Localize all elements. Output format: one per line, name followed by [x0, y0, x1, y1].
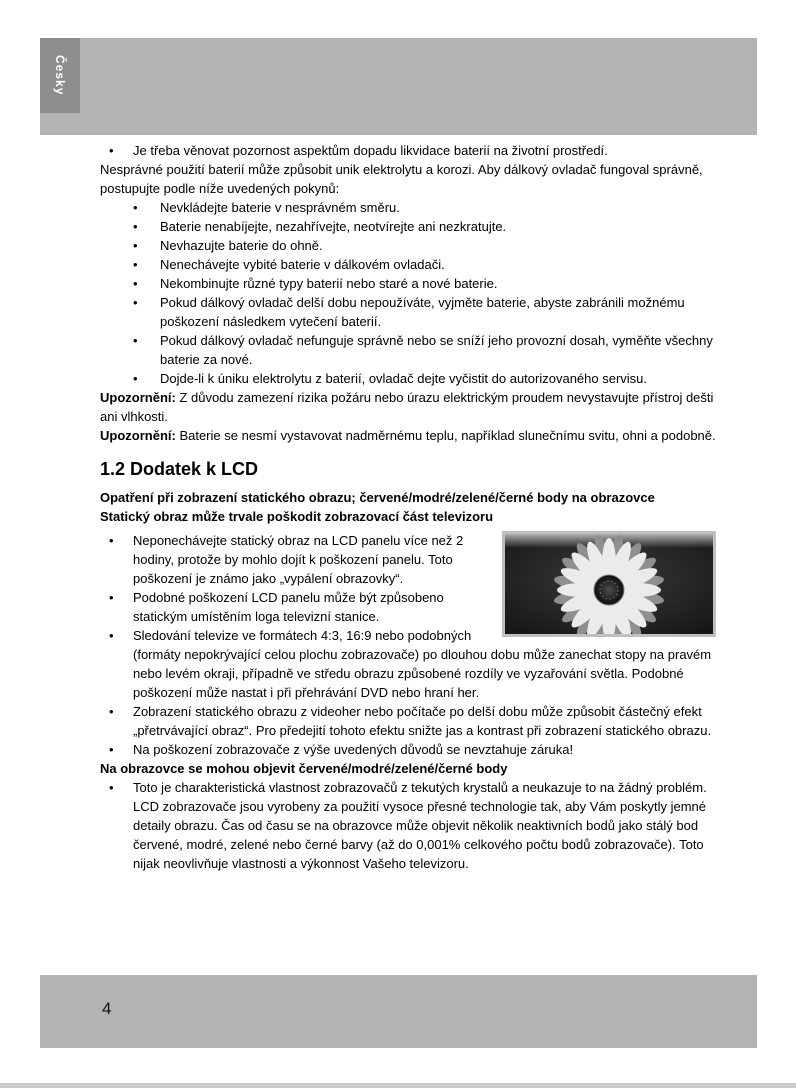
list-item: • Toto je charakteristická vlastnost zobrazovačů z tekutých krystalů a neukazuje to na žádný problém. LCD zobrazovače jsou vyrobeny za použití vysoce přesné technologie tak, aby Vám poskytly jemné detaily obrazu. Čas od času se na obrazovce může objevit několik neaktivních bodů jako stálý bod červené, modré, zelené nebo černé barvy (až do 0,001% celkového počtu bodů zobrazovače). Toto nijak neovlivňuje vlastnosti a výkonnost Vašeho televizoru.	[100, 778, 716, 873]
lcd-caution-block	[100, 531, 716, 759]
list-item: • Je třeba věnovat pozornost aspektům dopadu likvidace baterií na životní prostředí.	[100, 141, 716, 160]
warning-label: Upozornění:	[100, 428, 176, 443]
environment-note-list	[100, 141, 716, 160]
battery-instructions-list	[100, 198, 716, 388]
lcd-subheading-line2: Statický obraz může trvale poškodit zobrazovací část televizoru	[100, 509, 494, 524]
list-item: • Sledování televize ve formátech 4:3, 16:9 nebo podobných (formáty nepokrývající celou plochu zobrazovače) po dlouhou dobu může zanechat stopy na pravém nebo levém okraji, případně ve středu obrazu způsobené rozdíly ve vyzařování světla. Podobné poškození může nastat i při přehrávání DVD nebo hraní her.	[100, 626, 716, 702]
list-item: • Nekombinujte různé typy baterií nebo staré a nové baterie.	[100, 274, 716, 293]
list-item: • Baterie nenabíjejte, nezahřívejte, neotvírejte ani nezkratujte.	[100, 217, 716, 236]
list-item: • Pokud dálkový ovladač nefunguje správně nebo se sníží jeho provozní dosah, vyměňte všechny baterie za nové.	[100, 331, 716, 369]
list-item: • Nevhazujte baterie do ohně.	[100, 236, 716, 255]
page-number: 4	[102, 999, 112, 1018]
section-heading: 1.2 Dodatek k LCD	[100, 459, 259, 479]
dots-section-heading: Na obrazovce se mohou objevit červené/modré/zelené/černé body	[100, 761, 508, 776]
list-item: • Pokud dálkový ovladač delší dobu nepoužíváte, vyjměte baterie, abyste zabránili možnému poškození následkem vytečení baterií.	[100, 293, 716, 331]
warning-text: Z důvodu zamezení rizika požáru nebo úrazu elektrickým proudem nevystavujte přístroj dešti ani vlhkosti.	[100, 390, 714, 424]
warning-battery-heat	[100, 426, 716, 445]
language-tab	[40, 38, 80, 113]
page-content	[100, 141, 716, 873]
list-item: • Dojde-li k úniku elektrolytu z baterií, ovladač dejte vyčistit do autorizovaného servisu.	[100, 369, 716, 388]
page-bottom-edge-line	[0, 1083, 796, 1088]
header-band	[40, 38, 757, 135]
battery-intro-paragraph: Nesprávné použití baterií může způsobit unik elektrolytu a korozi. Aby dálkový ovladač fungoval správně, postupujte podle níže uvedených pokynů:	[100, 162, 703, 196]
footer-band	[40, 975, 757, 1048]
warning-text: Baterie se nesmí vystavovat nadměrnému teplu, například slunečnímu svitu, ohni a podobně.	[175, 428, 716, 443]
list-item: • Zobrazení statického obrazu z videoher nebo počítače po delší dobu může způsobit částečný efekt „přetrvávající obraz“. Pro předejití tohoto efektu snižte jas a kontrast při zobrazení statického obrazu.	[100, 702, 716, 740]
lcd-caution-list	[100, 531, 716, 759]
dots-explanation-list	[100, 778, 716, 873]
list-item: • Nenechávejte vybité baterie v dálkovém ovladači.	[100, 255, 716, 274]
list-item: • Nevkládejte baterie v nesprávném směru.	[100, 198, 716, 217]
list-item: • Podobné poškození LCD panelu může být způsobeno statickým umístěním loga televizní stanice.	[100, 588, 716, 626]
warning-fire-shock	[100, 388, 716, 426]
lcd-subheading-line1: Opatření při zobrazení statického obrazu; červené/modré/zelené/černé body na obrazovce	[100, 490, 655, 505]
language-tab-label: Česky	[53, 55, 67, 96]
warning-label: Upozornění:	[100, 390, 176, 405]
list-item: • Na poškození zobrazovače z výše uvedených důvodů se nevztahuje záruka!	[100, 740, 716, 759]
list-item: • Neponechávejte statický obraz na LCD panelu více než 2 hodiny, protože by mohlo dojít k poškození panelu. Toto poškození je známo jako „vypálení obrazovky“.	[100, 531, 716, 588]
